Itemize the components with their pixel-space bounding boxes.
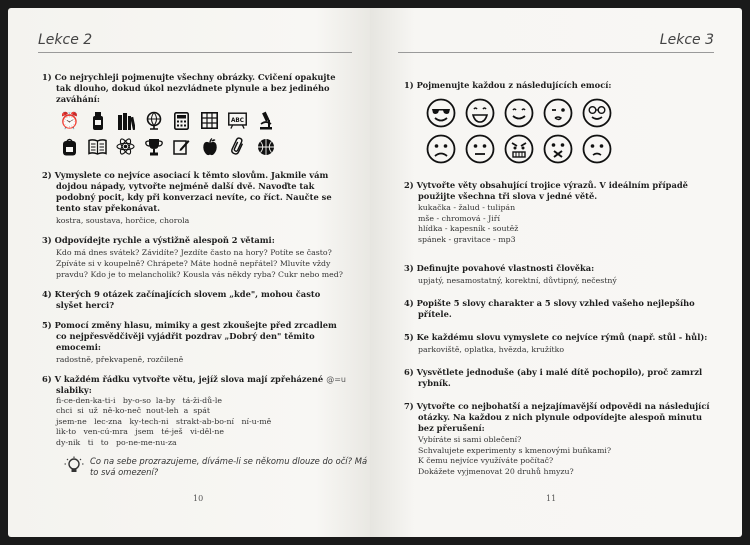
exercise-6 [404, 367, 716, 389]
syllable-line: jsem-ne lec-zna ky-tech-ni strakt-ab-bo-ní ní-u-mě [56, 416, 272, 426]
pencil-icon [172, 137, 191, 156]
exercise-3-text: 3) Definujte povahové vlastnosti člověka: [404, 263, 595, 273]
question-line: Dokážete vyjmenovat 20 druhů hmyzu? [418, 466, 574, 476]
exercise-5 [42, 320, 348, 365]
exercise-6-hint: @=u [326, 375, 346, 384]
exercise-6-text: 6) Vysvětlete jednoduše (aby i malé dítě pochopilo), proč zamrzl rybník. [404, 367, 703, 388]
exercise-7 [404, 401, 716, 477]
icon-row-2 [60, 137, 348, 156]
exercise-1-text: 1) Pojmenujte každou z následujících emocí: [404, 80, 612, 90]
syllable-line: fi-ce-den-ka-ti-i by-o-so la-by tá-ži-dů-le [56, 396, 222, 405]
book-icon [88, 137, 107, 156]
exercise-6-lines [42, 396, 348, 448]
lightbulb-icon [64, 456, 84, 476]
right-content [404, 80, 716, 486]
exercise-2-triples [404, 203, 716, 245]
exercise-4 [42, 289, 348, 311]
mute-face-icon [543, 134, 573, 164]
exercise-2 [404, 180, 716, 245]
bottle-icon [88, 111, 107, 130]
syllable-line: dy-nik ti to po-ne-me-nu-za [56, 437, 177, 447]
apple-icon [200, 137, 219, 156]
exercise-6 [42, 374, 348, 448]
right-page-number: 11 [546, 494, 557, 503]
exercise-7-questions [404, 435, 716, 477]
exercise-3-traits: upjatý, nesamostatný, korektní, důvtipný, nečestný [418, 276, 617, 285]
exercise-2-text: 2) Vymyslete co nejvíce asociací k těmto slovům. Jakmile vám dojdou nápady, vytvořte nejméně další dvě. Navoďte tak podobný pocit, kdy při konverzaci nevíte, co říct. Naučte se tento stav překonávat. [42, 170, 332, 213]
exercise-2 [42, 170, 348, 226]
left-page-number: 10 [193, 494, 204, 503]
frown-face-icon [582, 134, 612, 164]
cool-face-icon [426, 98, 456, 128]
tip-box [64, 456, 370, 478]
exercise-5 [404, 332, 716, 355]
exercise-5-text: 5) Pomocí změny hlasu, mimiky a gest zkoušejte před zrcadlem co nejpřesvědčivěji vyjádřit pozdrav „Dobrý den" těmito emocemi: [42, 320, 337, 352]
trophy-icon [144, 137, 163, 156]
emoji-row-2 [426, 134, 716, 164]
left-content [42, 72, 348, 457]
exercise-5-words: parkoviště, oplatka, hvězda, kružítko [418, 345, 565, 354]
exercise-1-text: 1) Co nejrychleji pojmenujte všechny obrázky. Cvičení opakujte tak dlouho, dokud úkol nezvládnete plynule a bez jediného zaváhání: [42, 72, 336, 104]
happy-face-icon [465, 98, 495, 128]
grid-icon [200, 111, 219, 130]
tip-text: Co na sebe prozrazujeme, díváme-li se někomu dlouze do očí? Má to svá omezení? [90, 456, 368, 477]
emoji-row-1 [426, 98, 716, 128]
right-page-header: Lekce 3 [659, 32, 714, 48]
syllable-line: chci si už ně-ko-neč nout-leh a spát [56, 406, 210, 416]
syllable-line: lik-to ven-cú-mra jsem té-ješ vi-děl-ne [56, 427, 224, 437]
triple-line: hlídka - kapesník - soutěž [418, 224, 519, 233]
globe-icon [144, 111, 163, 130]
exercise-1 [42, 72, 348, 156]
exercise-4-text: 4) Kterých 9 otázek začínajících slovem „kde", mohou často slyšet herci? [42, 289, 321, 310]
exercise-5-emotions: radostně, překvapeně, rozčileně [56, 355, 184, 364]
smile-face-icon [504, 98, 534, 128]
books-icon [116, 111, 135, 130]
triple-line: kukačka - žalud - tulipán [418, 203, 516, 212]
left-page [8, 8, 370, 537]
abc-board-icon [228, 111, 247, 130]
exercise-4 [404, 298, 716, 320]
alarm-clock-icon: ⏰ [59, 111, 80, 130]
atom-icon [116, 137, 135, 156]
svg-text:ABC: ABC [231, 117, 244, 124]
exercise-4-text: 4) Popište 5 slovy charakter a 5 slovy vzhled vašeho nejlepšího přítele. [404, 298, 695, 319]
sad-face-icon [426, 134, 456, 164]
angry-face-icon [504, 134, 534, 164]
calculator-icon [172, 111, 191, 130]
microscope-icon [256, 111, 275, 130]
wink-face-icon [543, 98, 573, 128]
header-rule [398, 52, 714, 53]
exercise-5-text: 5) Ke každému slovu vymyslete co nejvíce rýmů (např. stůl - hůl): [404, 332, 708, 342]
triple-line: spánek - gravitace - mp3 [418, 234, 516, 244]
exercise-3 [42, 235, 348, 280]
nerd-face-icon [582, 98, 612, 128]
exercise-6-text: 6) V každém řádku vytvořte větu, jejíž slova mají zpřeházené slabiky: [42, 374, 324, 395]
triple-line: mše - chromová - Jiří [418, 213, 500, 223]
exercise-7-text: 7) Vytvořte co nejbohatší a nejzajímavější odpovědi na následující otázky. Na každou z nich plynule odpovídejte alespoň minutu bez přerušení: [404, 401, 710, 433]
question-line: K čemu nejvíce využíváte počítač? [418, 456, 554, 465]
backpack-icon [60, 137, 79, 156]
question-line: Vybíráte si sami oblečení? [418, 435, 522, 444]
exercise-1 [404, 80, 716, 164]
right-page [370, 8, 742, 537]
left-page-header: Lekce 2 [38, 32, 93, 48]
basketball-icon [256, 137, 275, 156]
exercise-3-questions: Kdo má dnes svátek? Závidíte? Jezdíte často na hory? Potíte se často? Zpíváte si v koupelně? Chrápete? Máte hodně nepřátel? Mluvíte vždy pravdu? Kdo je to melancholik? Kousla vás někdy ryba? Cukr nebo med? [56, 248, 343, 279]
icon-row-1 [60, 111, 348, 130]
question-line: Schvalujete experimenty s kmenovými buňkami? [418, 445, 612, 455]
exercise-2-text: 2) Vytvořte věty obsahující trojice výrazů. V ideálním případě použijte všechna tři slova v jedné větě. [404, 180, 688, 201]
header-rule [38, 52, 352, 53]
paperclip-icon [228, 137, 247, 156]
neutral-face-icon [465, 134, 495, 164]
exercise-3-text: 3) Odpovídejte rychle a výstižně alespoň 2 větami: [42, 235, 275, 245]
book-spread [8, 8, 742, 537]
exercise-2-words: kostra, soustava, horčice, chorola [56, 216, 190, 225]
exercise-3 [404, 263, 716, 286]
